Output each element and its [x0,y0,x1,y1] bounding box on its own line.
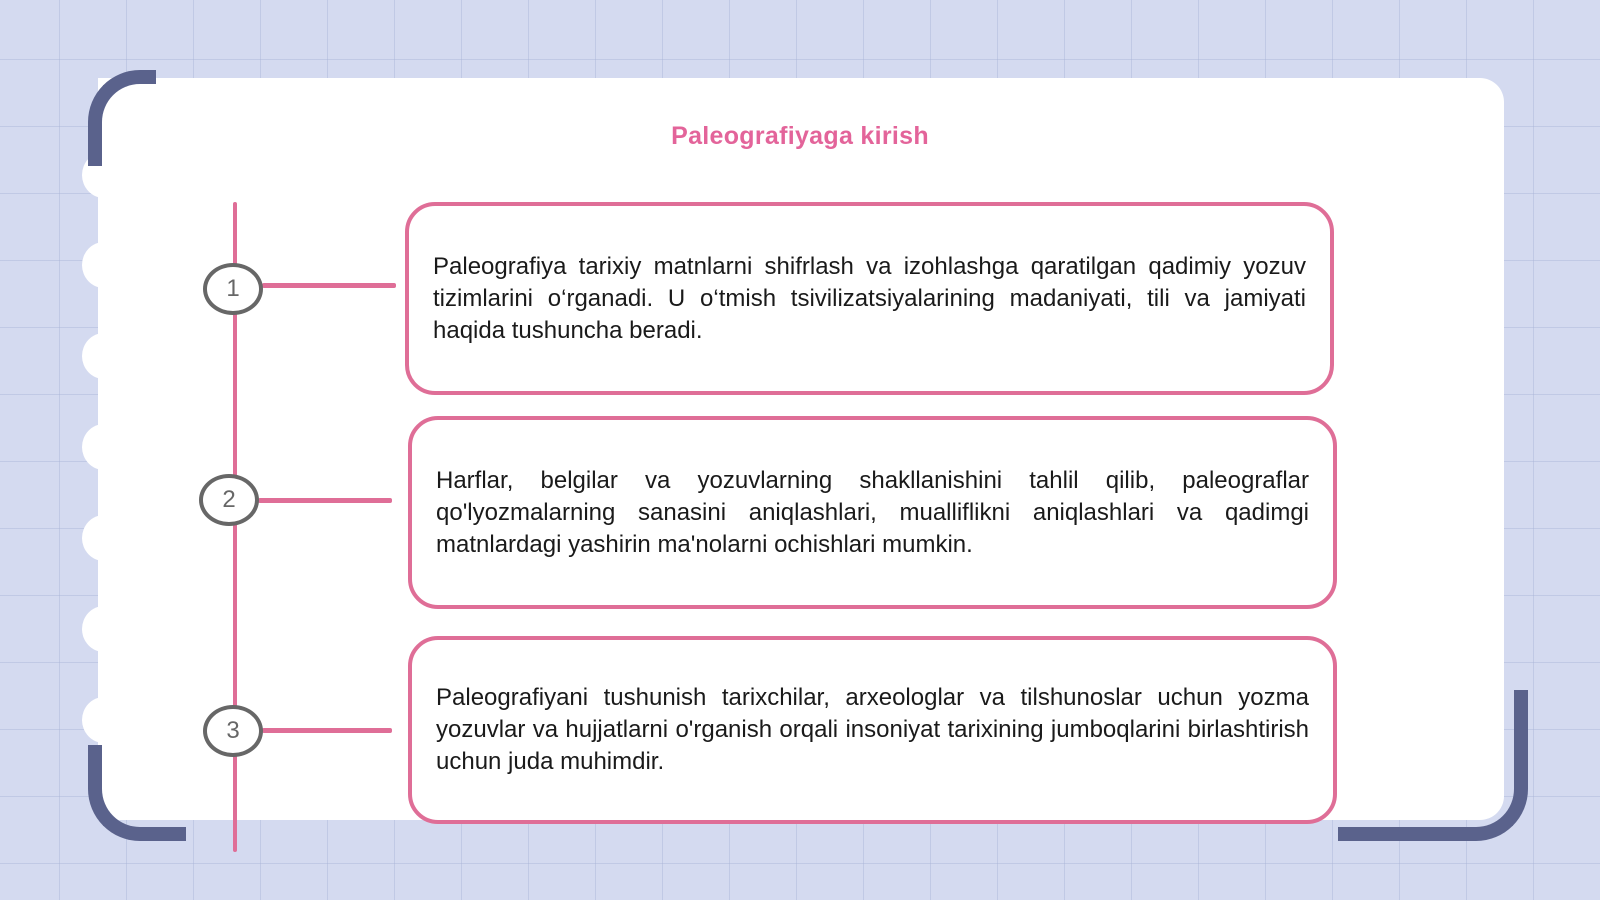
info-box-2 [408,416,1337,609]
paper-scallop [82,515,126,561]
info-text-3: Paleografiyani tushunish tarixchilar, arxeologlar va tilshunoslar uchun yozma yozuvlar va hujjatlarni o'rganish orqali insoniyat tarixining jumboqlarini birlashtirish uchun juda muhimdir. [436,684,1309,775]
info-box-1 [405,202,1334,395]
info-box-3 [408,636,1337,824]
info-text-1: Paleografiya tarixiy matnlarni shifrlash va izohlashga qaratilgan qadimiy yozuv tizimlarini o‘rganadi. U o‘tmish tsivilizatsiyalarining madaniyati, tili va jamiyati haqida tushuncha beradi. [433,252,1306,344]
corner-bracket-bottom-right [1338,690,1528,841]
timeline-connector-3 [262,728,392,733]
step-number-3: 3 [203,705,263,757]
paper-scallop [82,242,126,288]
info-text-2: Harflar, belgilar va yozuvlarning shakllanishini tahlil qilib, paleograflar qo'lyozmalarning sanasini aniqlashlari, mualliflikni aniqlashlari va qadimgi matnlardagi yashirin ma'nolarni ochishlari mumkin. [436,466,1309,558]
paper-scallop [82,606,126,652]
step-number-1: 1 [203,263,263,315]
timeline-connector-1 [262,283,396,288]
paper-scallop [82,333,126,379]
corner-bracket-bottom-left [88,745,186,841]
paper-scallop [82,424,126,470]
slide-title: Paleografiyaga kirish [671,122,929,150]
step-number-2: 2 [199,474,259,526]
paper-scallop [82,697,126,743]
timeline-connector-2 [258,498,392,503]
